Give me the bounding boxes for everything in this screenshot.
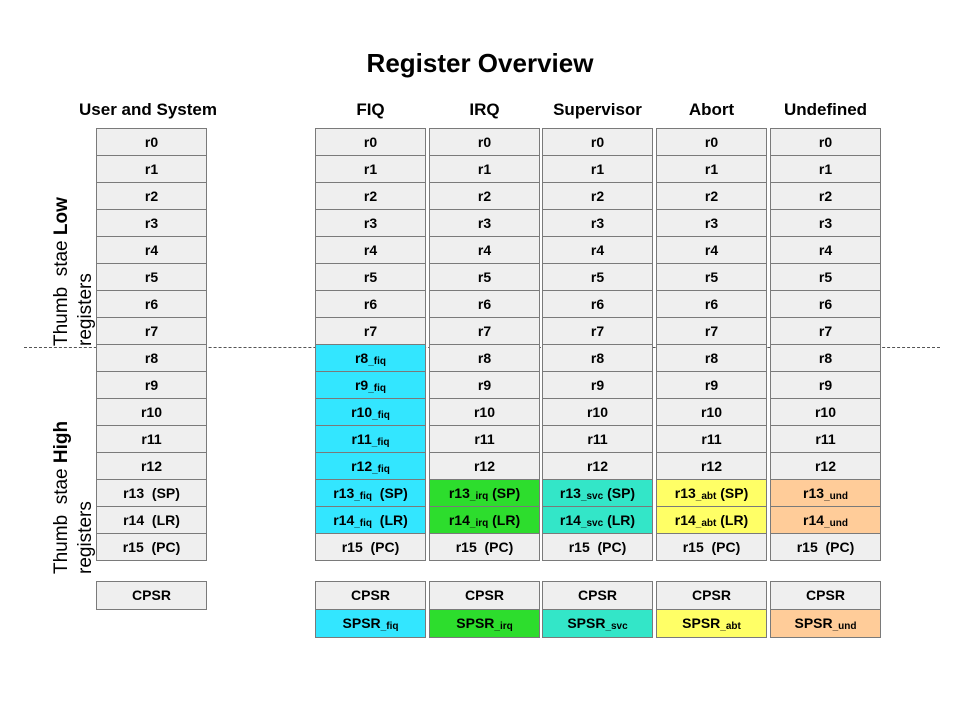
side-label-high bbox=[50, 421, 98, 574]
register-name: r13 bbox=[123, 485, 145, 501]
side-label-low-prefix: Thumb stae bbox=[51, 235, 72, 346]
side-label-low-line2: registers bbox=[75, 273, 96, 346]
register-name: r13 bbox=[448, 485, 470, 501]
register-cell-irq-r9 bbox=[429, 372, 540, 399]
status-register-irq-cpsr bbox=[429, 581, 540, 610]
register-cell-fiq-r7 bbox=[315, 318, 426, 345]
register-mode-suffix: _und bbox=[824, 491, 848, 502]
register-name: r4 bbox=[363, 242, 378, 258]
register-cell-abort-r10 bbox=[656, 399, 767, 426]
register-name: r2 bbox=[477, 188, 492, 204]
register-name: r3 bbox=[477, 215, 492, 231]
register-cell-undefined-r5 bbox=[770, 264, 881, 291]
register-name: r1 bbox=[704, 161, 719, 177]
register-mode-suffix: _fiq bbox=[368, 383, 386, 394]
register-cell-abort-r6 bbox=[656, 291, 767, 318]
register-name: r9 bbox=[704, 377, 719, 393]
register-name: r15 bbox=[455, 539, 477, 555]
register-name: r12 bbox=[140, 458, 163, 474]
register-cell-fiq-r6 bbox=[315, 291, 426, 318]
register-cell-fiq-r3 bbox=[315, 210, 426, 237]
register-name: r12 bbox=[586, 458, 609, 474]
register-cell-irq-r7 bbox=[429, 318, 540, 345]
register-cell-abort-r2 bbox=[656, 183, 767, 210]
register-stack-undefined bbox=[770, 128, 881, 561]
register-mode-suffix: _fiq bbox=[354, 518, 373, 529]
register-cell-undefined-r13 bbox=[770, 480, 881, 507]
status-register-abort-cpsr bbox=[656, 581, 767, 610]
register-name: r4 bbox=[704, 242, 719, 258]
register-name: CPSR bbox=[465, 587, 504, 603]
register-name: CPSR bbox=[692, 587, 731, 603]
register-name: r5 bbox=[477, 269, 492, 285]
register-alias: (PC) bbox=[703, 539, 741, 555]
register-name: r15 bbox=[796, 539, 818, 555]
register-cell-abort-r7 bbox=[656, 318, 767, 345]
register-name: r14 bbox=[333, 512, 355, 528]
register-name: r5 bbox=[590, 269, 605, 285]
register-mode-suffix: _fiq bbox=[372, 464, 390, 475]
register-name: r3 bbox=[704, 215, 719, 231]
register-cell-abort-r15 bbox=[656, 534, 767, 561]
register-cell-supervisor-r13 bbox=[542, 480, 653, 507]
register-cell-irq-r11 bbox=[429, 426, 540, 453]
register-name: r3 bbox=[144, 215, 159, 231]
register-name: r3 bbox=[590, 215, 605, 231]
register-name: r11 bbox=[351, 431, 372, 447]
register-mode-suffix: _abt bbox=[695, 491, 717, 502]
register-cell-abort-r5 bbox=[656, 264, 767, 291]
side-label-high-strong: High bbox=[51, 420, 72, 464]
register-name: r15 bbox=[568, 539, 590, 555]
register-name: r9 bbox=[590, 377, 605, 393]
register-cell-abort-r9 bbox=[656, 372, 767, 399]
status-register-user-and-system-cpsr bbox=[96, 581, 207, 610]
register-name: r8 bbox=[477, 350, 492, 366]
status-register-fiq-cpsr bbox=[315, 581, 426, 610]
register-cell-user-and-system-r5 bbox=[96, 264, 207, 291]
register-cell-supervisor-r10 bbox=[542, 399, 653, 426]
register-cell-user-and-system-r2 bbox=[96, 183, 207, 210]
register-name: r2 bbox=[590, 188, 605, 204]
side-label-high-line1 bbox=[50, 421, 74, 574]
register-name: r4 bbox=[818, 242, 833, 258]
register-name: r2 bbox=[144, 188, 159, 204]
register-cell-abort-r1 bbox=[656, 156, 767, 183]
register-stack-user-and-system bbox=[96, 128, 207, 561]
register-name: r13 bbox=[674, 485, 696, 501]
register-cell-user-and-system-r9 bbox=[96, 372, 207, 399]
register-name: r0 bbox=[363, 134, 378, 150]
status-register-stack-supervisor bbox=[542, 581, 653, 638]
column-header-irq: IRQ bbox=[469, 100, 500, 119]
register-cell-undefined-r4 bbox=[770, 237, 881, 264]
register-cell-user-and-system-r0 bbox=[96, 128, 207, 156]
register-name: r11 bbox=[701, 431, 722, 447]
register-name: r13 bbox=[803, 485, 825, 501]
register-name: r7 bbox=[704, 323, 719, 339]
register-name: r7 bbox=[818, 323, 833, 339]
register-name: r1 bbox=[477, 161, 492, 177]
register-name: r8 bbox=[590, 350, 605, 366]
register-name: r8 bbox=[818, 350, 833, 366]
register-name: r9 bbox=[144, 377, 159, 393]
register-alias: (LR) bbox=[144, 512, 180, 528]
register-mode-suffix: _irq bbox=[494, 621, 513, 632]
register-name: SPSR bbox=[682, 615, 721, 631]
status-register-stack-irq bbox=[429, 581, 540, 638]
register-stack-irq bbox=[429, 128, 540, 561]
register-cell-fiq-r13 bbox=[315, 480, 426, 507]
register-cell-abort-r0 bbox=[656, 128, 767, 156]
register-cell-irq-r4 bbox=[429, 237, 540, 264]
register-name: r8 bbox=[704, 350, 719, 366]
register-cell-supervisor-r1 bbox=[542, 156, 653, 183]
register-name: r14 bbox=[803, 512, 825, 528]
register-mode-suffix: _fiq bbox=[372, 410, 390, 421]
register-name: r12 bbox=[473, 458, 496, 474]
register-name: r11 bbox=[815, 431, 836, 447]
register-name: r9 bbox=[477, 377, 492, 393]
register-cell-undefined-r15 bbox=[770, 534, 881, 561]
register-mode-suffix: _svc bbox=[605, 621, 628, 632]
register-name: r4 bbox=[590, 242, 605, 258]
register-name: r12 bbox=[351, 458, 373, 474]
register-cell-irq-r3 bbox=[429, 210, 540, 237]
register-alias: (SP) bbox=[716, 485, 749, 501]
status-register-fiq-spsr bbox=[315, 610, 426, 638]
register-name: r10 bbox=[351, 404, 373, 420]
register-cell-irq-r0 bbox=[429, 128, 540, 156]
register-name: r6 bbox=[363, 296, 378, 312]
register-cell-undefined-r7 bbox=[770, 318, 881, 345]
register-cell-supervisor-r7 bbox=[542, 318, 653, 345]
status-register-supervisor-spsr bbox=[542, 610, 653, 638]
column-header-fiq: FIQ bbox=[356, 100, 385, 119]
register-alias: (PC) bbox=[589, 539, 627, 555]
side-label-high-line2: registers bbox=[75, 501, 96, 574]
register-cell-irq-r2 bbox=[429, 183, 540, 210]
register-name: r10 bbox=[473, 404, 496, 420]
register-alias: (SP) bbox=[488, 485, 521, 501]
register-name: r11 bbox=[141, 431, 162, 447]
register-name: r8 bbox=[354, 350, 369, 366]
register-mode-suffix: _abt bbox=[720, 621, 741, 632]
status-register-undefined-cpsr bbox=[770, 581, 881, 610]
register-cell-irq-r5 bbox=[429, 264, 540, 291]
register-alias: (PC) bbox=[143, 539, 181, 555]
side-label-low bbox=[50, 197, 98, 346]
register-cell-fiq-r0 bbox=[315, 128, 426, 156]
register-cell-supervisor-r5 bbox=[542, 264, 653, 291]
register-name: r4 bbox=[144, 242, 159, 258]
register-name: r0 bbox=[477, 134, 492, 150]
register-cell-irq-r14 bbox=[429, 507, 540, 534]
register-cell-irq-r13 bbox=[429, 480, 540, 507]
register-cell-undefined-r6 bbox=[770, 291, 881, 318]
register-cell-abort-r4 bbox=[656, 237, 767, 264]
register-name: r10 bbox=[700, 404, 723, 420]
register-name: r15 bbox=[682, 539, 704, 555]
register-name: r7 bbox=[477, 323, 492, 339]
register-name: r11 bbox=[587, 431, 608, 447]
register-mode-suffix: _und bbox=[832, 621, 857, 632]
register-cell-abort-r8 bbox=[656, 345, 767, 372]
register-cell-supervisor-r2 bbox=[542, 183, 653, 210]
column-header-abort: Abort bbox=[688, 100, 735, 119]
register-name: r15 bbox=[122, 539, 144, 555]
register-name: r5 bbox=[818, 269, 833, 285]
register-name: r0 bbox=[818, 134, 833, 150]
register-name: r6 bbox=[477, 296, 492, 312]
register-cell-fiq-r5 bbox=[315, 264, 426, 291]
register-alias: (LR) bbox=[716, 512, 749, 528]
register-cell-fiq-r15 bbox=[315, 534, 426, 561]
register-name: r2 bbox=[818, 188, 833, 204]
register-name: r5 bbox=[704, 269, 719, 285]
register-name: r10 bbox=[140, 404, 163, 420]
register-name: r9 bbox=[818, 377, 833, 393]
register-cell-user-and-system-r8 bbox=[96, 345, 207, 372]
register-cell-supervisor-r4 bbox=[542, 237, 653, 264]
register-cell-supervisor-r3 bbox=[542, 210, 653, 237]
register-cell-irq-r8 bbox=[429, 345, 540, 372]
register-cell-undefined-r2 bbox=[770, 183, 881, 210]
register-name: r0 bbox=[590, 134, 605, 150]
register-name: r1 bbox=[363, 161, 378, 177]
register-cell-abort-r11 bbox=[656, 426, 767, 453]
register-cell-user-and-system-r1 bbox=[96, 156, 207, 183]
register-cell-supervisor-r14 bbox=[542, 507, 653, 534]
register-alias: (PC) bbox=[362, 539, 400, 555]
status-register-stack-undefined bbox=[770, 581, 881, 638]
register-cell-fiq-r1 bbox=[315, 156, 426, 183]
register-cell-abort-r12 bbox=[656, 453, 767, 480]
register-cell-user-and-system-r13 bbox=[96, 480, 207, 507]
register-cell-fiq-r14 bbox=[315, 507, 426, 534]
register-alias: (SP) bbox=[144, 485, 180, 501]
status-register-supervisor-cpsr bbox=[542, 581, 653, 610]
register-cell-abort-r3 bbox=[656, 210, 767, 237]
register-alias: (SP) bbox=[372, 485, 408, 501]
register-stack-abort bbox=[656, 128, 767, 561]
register-cell-undefined-r1 bbox=[770, 156, 881, 183]
register-cell-fiq-r8 bbox=[315, 345, 426, 372]
register-cell-irq-r15 bbox=[429, 534, 540, 561]
register-name: SPSR bbox=[456, 615, 495, 631]
register-name: r1 bbox=[144, 161, 159, 177]
register-cell-supervisor-r12 bbox=[542, 453, 653, 480]
register-name: r6 bbox=[590, 296, 605, 312]
register-name: SPSR bbox=[794, 615, 833, 631]
register-name: r6 bbox=[144, 296, 159, 312]
register-cell-undefined-r8 bbox=[770, 345, 881, 372]
register-name: r10 bbox=[586, 404, 609, 420]
register-name: r6 bbox=[818, 296, 833, 312]
register-cell-undefined-r0 bbox=[770, 128, 881, 156]
register-cell-user-and-system-r3 bbox=[96, 210, 207, 237]
register-mode-suffix: _irq bbox=[469, 518, 489, 529]
register-cell-user-and-system-r15 bbox=[96, 534, 207, 561]
register-cell-user-and-system-r6 bbox=[96, 291, 207, 318]
status-register-undefined-spsr bbox=[770, 610, 881, 638]
register-mode-suffix: _fiq bbox=[368, 356, 386, 367]
register-cell-undefined-r3 bbox=[770, 210, 881, 237]
register-name: r12 bbox=[814, 458, 837, 474]
register-cell-undefined-r12 bbox=[770, 453, 881, 480]
register-name: r7 bbox=[590, 323, 605, 339]
side-label-low-strong: Low bbox=[51, 197, 72, 236]
register-mode-suffix: _abt bbox=[695, 518, 717, 529]
register-name: r11 bbox=[474, 431, 495, 447]
register-name: r5 bbox=[144, 269, 159, 285]
register-cell-supervisor-r9 bbox=[542, 372, 653, 399]
register-name: CPSR bbox=[578, 587, 617, 603]
column-header-undefined: Undefined bbox=[783, 100, 868, 119]
register-name: r0 bbox=[144, 134, 159, 150]
register-cell-fiq-r9 bbox=[315, 372, 426, 399]
register-cell-user-and-system-r10 bbox=[96, 399, 207, 426]
register-cell-abort-r13 bbox=[656, 480, 767, 507]
register-mode-suffix: _und bbox=[824, 518, 848, 529]
register-name: r12 bbox=[700, 458, 723, 474]
register-name: CPSR bbox=[806, 587, 845, 603]
register-alias: (PC) bbox=[476, 539, 514, 555]
register-cell-user-and-system-r7 bbox=[96, 318, 207, 345]
register-alias: (LR) bbox=[488, 512, 521, 528]
page-title: Register Overview bbox=[366, 48, 594, 78]
register-cell-fiq-r2 bbox=[315, 183, 426, 210]
register-name: CPSR bbox=[351, 587, 390, 603]
register-cell-supervisor-r15 bbox=[542, 534, 653, 561]
column-header-supervisor: Supervisor bbox=[553, 100, 642, 119]
register-cell-irq-r10 bbox=[429, 399, 540, 426]
register-name: r3 bbox=[363, 215, 378, 231]
register-cell-undefined-r9 bbox=[770, 372, 881, 399]
register-name: r7 bbox=[363, 323, 378, 339]
register-mode-suffix: _irq bbox=[469, 491, 489, 502]
register-name: r3 bbox=[818, 215, 833, 231]
register-name: r4 bbox=[477, 242, 492, 258]
register-cell-fiq-r4 bbox=[315, 237, 426, 264]
register-name: r13 bbox=[333, 485, 355, 501]
register-cell-irq-r6 bbox=[429, 291, 540, 318]
register-cell-fiq-r10 bbox=[315, 399, 426, 426]
register-cell-user-and-system-r14 bbox=[96, 507, 207, 534]
register-mode-suffix: _svc bbox=[580, 518, 604, 529]
register-cell-fiq-r12 bbox=[315, 453, 426, 480]
register-stack-fiq bbox=[315, 128, 426, 561]
side-label-low-line1 bbox=[50, 197, 74, 346]
register-alias: (SP) bbox=[603, 485, 636, 501]
register-name: r1 bbox=[590, 161, 605, 177]
register-cell-undefined-r11 bbox=[770, 426, 881, 453]
register-name: r14 bbox=[559, 512, 581, 528]
column-header-user-and-system: User and System bbox=[79, 100, 217, 119]
register-mode-suffix: _svc bbox=[580, 491, 604, 502]
register-alias: (LR) bbox=[603, 512, 636, 528]
register-name: SPSR bbox=[342, 615, 381, 631]
register-cell-supervisor-r0 bbox=[542, 128, 653, 156]
register-cell-supervisor-r11 bbox=[542, 426, 653, 453]
register-mode-suffix: _fiq bbox=[380, 621, 399, 632]
register-name: r14 bbox=[674, 512, 696, 528]
register-cell-user-and-system-r11 bbox=[96, 426, 207, 453]
register-cell-supervisor-r8 bbox=[542, 345, 653, 372]
register-name: CPSR bbox=[132, 587, 171, 603]
register-name: r2 bbox=[363, 188, 378, 204]
register-cell-user-and-system-r4 bbox=[96, 237, 207, 264]
register-name: r9 bbox=[354, 377, 369, 393]
register-name: r5 bbox=[363, 269, 378, 285]
status-register-irq-spsr bbox=[429, 610, 540, 638]
register-cell-undefined-r14 bbox=[770, 507, 881, 534]
register-name: r8 bbox=[144, 350, 159, 366]
register-stack-supervisor bbox=[542, 128, 653, 561]
register-alias: (LR) bbox=[372, 512, 408, 528]
register-cell-fiq-r11 bbox=[315, 426, 426, 453]
register-cell-irq-r12 bbox=[429, 453, 540, 480]
register-name: r1 bbox=[818, 161, 833, 177]
register-mode-suffix: _fiq bbox=[354, 491, 373, 502]
status-register-stack-abort bbox=[656, 581, 767, 638]
status-register-abort-spsr bbox=[656, 610, 767, 638]
register-name: r14 bbox=[448, 512, 470, 528]
register-cell-user-and-system-r12 bbox=[96, 453, 207, 480]
register-name: r15 bbox=[341, 539, 363, 555]
register-mode-suffix: _fiq bbox=[371, 437, 390, 448]
register-cell-irq-r1 bbox=[429, 156, 540, 183]
side-label-high-prefix: Thumb stae bbox=[51, 463, 72, 574]
register-cell-undefined-r10 bbox=[770, 399, 881, 426]
register-name: r13 bbox=[559, 485, 581, 501]
register-name: r7 bbox=[144, 323, 159, 339]
register-name: r14 bbox=[123, 512, 145, 528]
register-cell-supervisor-r6 bbox=[542, 291, 653, 318]
register-cell-abort-r14 bbox=[656, 507, 767, 534]
register-name: r0 bbox=[704, 134, 719, 150]
register-name: r10 bbox=[814, 404, 837, 420]
register-name: r6 bbox=[704, 296, 719, 312]
status-register-stack-fiq bbox=[315, 581, 426, 638]
register-name: r2 bbox=[704, 188, 719, 204]
register-name: SPSR bbox=[567, 615, 606, 631]
register-alias: (PC) bbox=[817, 539, 855, 555]
status-register-stack-user-and-system bbox=[96, 581, 207, 610]
